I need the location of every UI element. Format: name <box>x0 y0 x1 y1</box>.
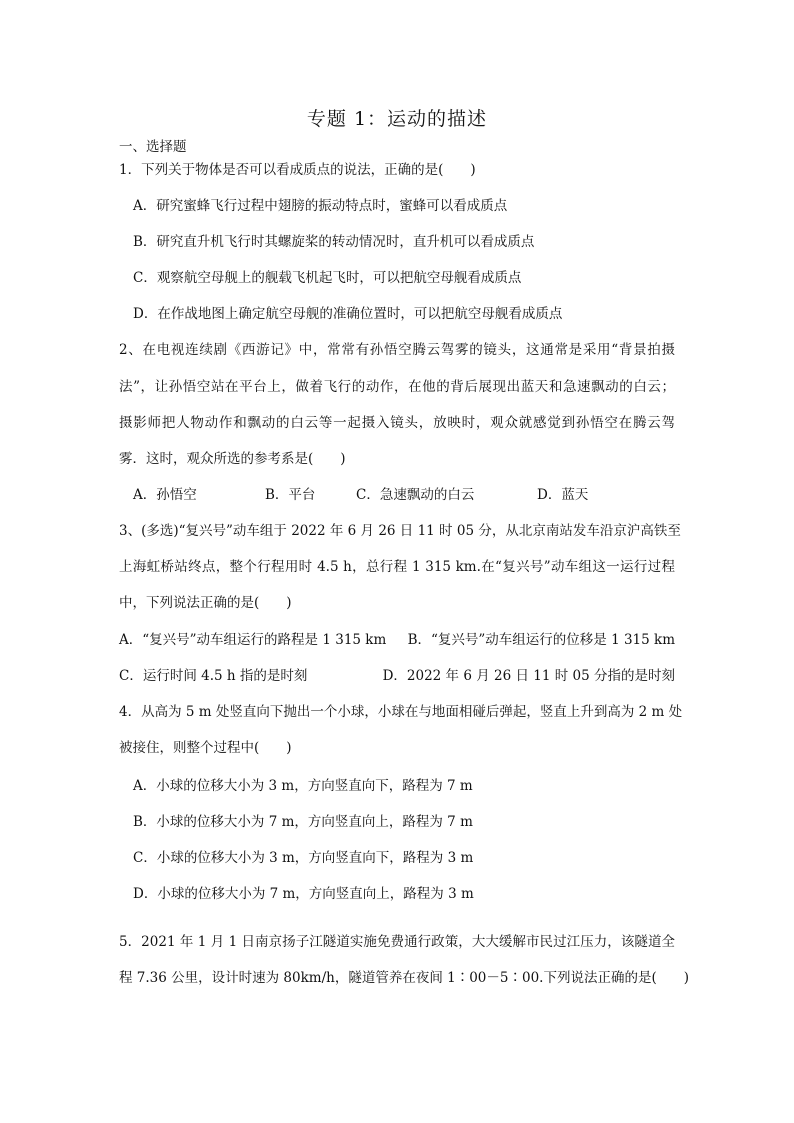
q2-option-b: B．平台 <box>265 487 316 503</box>
q1-stem: 1．下列关于物体是否可以看成质点的说法，正确的是( ) <box>119 162 476 178</box>
q3-line: 上海虹桥站终点，整个行程用时 4.5 h，总行程 1 315 km.在“复兴号”动车组这一运行过程 <box>119 559 675 575</box>
page-title: 专题 1：运动的描述 <box>306 108 488 130</box>
q2-line: 法”，让孙悟空站在平台上，做着飞行的动作，在他的背后展现出蓝天和急速飘动的白云； <box>119 379 675 395</box>
section-heading: 一、选择题 <box>119 139 187 155</box>
q2-option-d: D．蓝天 <box>537 487 589 503</box>
q2-option-a: A．孙悟空 <box>133 487 197 503</box>
q4-option-d: D．小球的位移大小为 7 m，方向竖直向上，路程为 3 m <box>133 886 474 902</box>
q3-option-c: C．运行时间 4.5 h 指的是时刻 <box>119 668 308 684</box>
q4-line: 4．从高为 5 m 处竖直向下抛出一个小球，小球在与地面相碰后弹起，竖直上升到高为 2 m 处 <box>119 704 683 720</box>
q1-option-c: C．观察航空母舰上的舰载飞机起飞时，可以把航空母舰看成质点 <box>133 270 522 286</box>
q1-option-a: A．研究蜜蜂飞行过程中翅膀的振动特点时，蜜蜂可以看成质点 <box>133 198 508 214</box>
q4-option-b: B．小球的位移大小为 7 m，方向竖直向上，路程为 7 m <box>133 814 473 830</box>
q5-line: 程 7.36 公里，设计时速为 80km/h，隧道管养在夜间 1∶00－5∶00.下列说法正确的是( ) <box>119 970 689 986</box>
q3-option-b: B．“复兴号”动车组运行的位移是 1 315 km <box>407 632 675 648</box>
q3-option-d: D．2022 年 6 月 26 日 11 时 05 分指的是时刻 <box>382 668 675 684</box>
q1-option-d: D．在作战地图上确定航空母舰的准确位置时，可以把航空母舰看成质点 <box>133 306 563 322</box>
q2-option-c: C．急速飘动的白云 <box>356 487 475 503</box>
q4-line: 被接住，则整个过程中( ) <box>119 740 292 756</box>
q4-option-c: C．小球的位移大小为 3 m，方向竖直向下，路程为 3 m <box>133 850 474 866</box>
q2-line: 摄影师把人物动作和飘动的白云等一起摄入镜头，放映时，观众就感觉到孙悟空在腾云驾 <box>119 415 675 431</box>
q2-line: 雾．这时，观众所选的参考系是( ) <box>119 451 346 467</box>
q4-option-a: A．小球的位移大小为 3 m，方向竖直向下，路程为 7 m <box>133 778 473 794</box>
q1-option-b: B．研究直升机飞行时其螺旋桨的转动情况时，直升机可以看成质点 <box>133 234 535 250</box>
q5-line: 5．2021 年 1 月 1 日南京扬子江隧道实施免费通行政策，大大缓解市民过江压力，该隧道全 <box>119 934 675 950</box>
q3-line: 3、(多选)“复兴号”动车组于 2022 年 6 月 26 日 11 时 05 分，从北京南站发车沿京沪高铁至 <box>119 523 681 539</box>
q3-option-a: A．“复兴号”动车组运行的路程是 1 315 km <box>119 632 387 648</box>
q2-line: 2、在电视连续剧《西游记》中，常常有孙悟空腾云驾雾的镜头，这通常是采用“背景拍摄 <box>119 342 675 358</box>
q3-line: 中，下列说法正确的是( ) <box>119 595 292 611</box>
